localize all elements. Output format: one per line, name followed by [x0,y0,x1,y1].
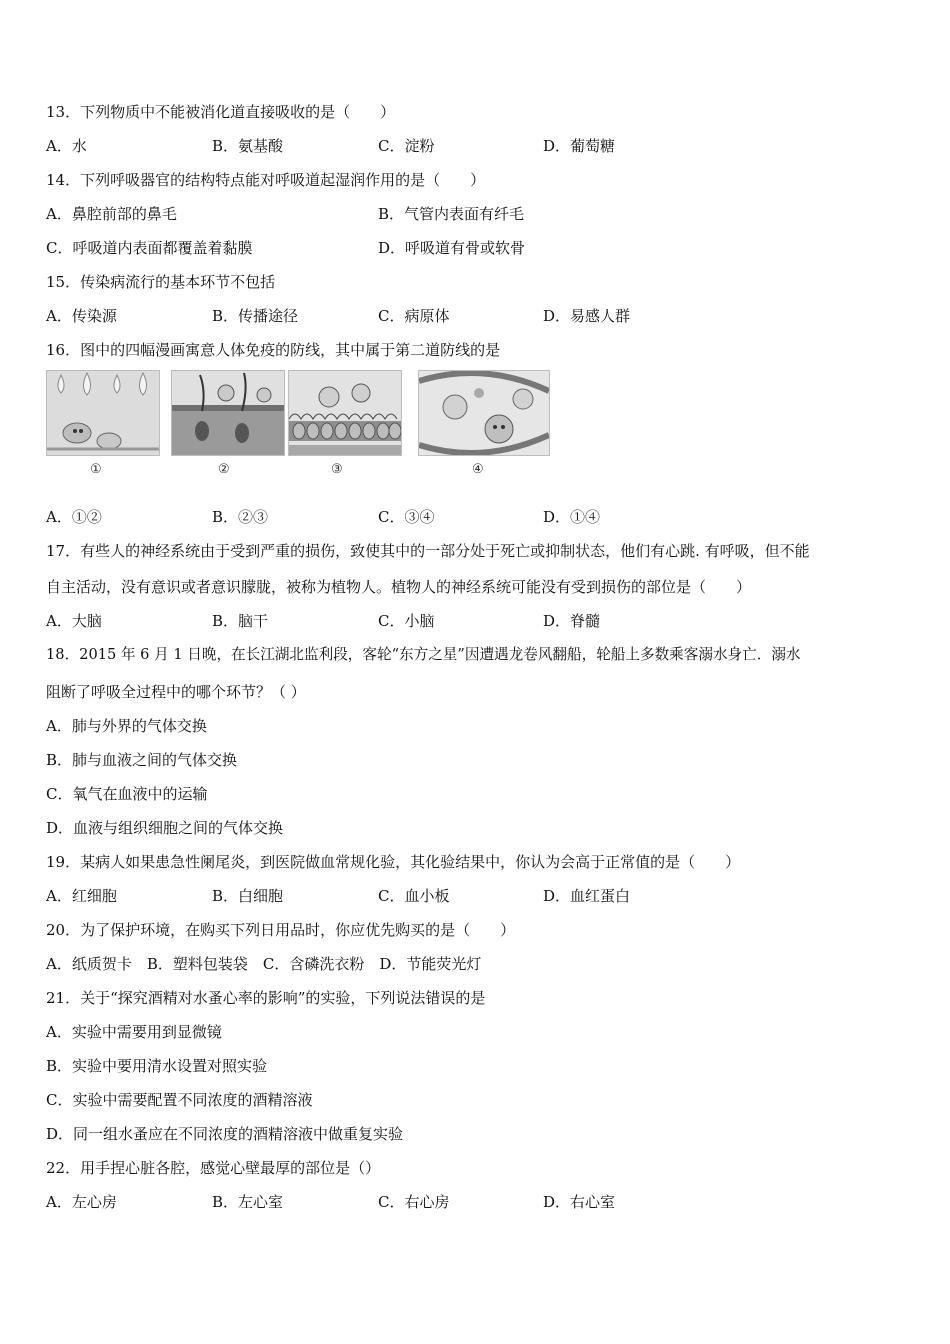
question-22-stem: 22．用手捏心脏各腔，感觉心壁最厚的部位是（） [46,1159,381,1177]
cartoon-4-image [418,370,550,456]
q22-option-c: C．右心房 [378,1193,450,1211]
q21-option-d: D．同一组水蚤应在不同浓度的酒精溶液中做重复实验 [46,1125,404,1143]
q17-option-b: B．脑干 [212,612,269,630]
q15-option-d: D．易感人群 [543,307,631,325]
q13-option-a: A．水 [46,137,87,155]
cartoon-2-label: ② [218,462,230,477]
q21-option-a: A．实验中需要用到显微镜 [46,1023,222,1041]
cartoon-3-label: ③ [331,462,343,477]
q15-option-a: A．传染源 [46,307,117,325]
q19-option-c: C．血小板 [378,887,450,905]
q13-option-c: C．淀粉 [378,137,435,155]
q14-option-a: A．鼻腔前部的鼻毛 [46,205,177,223]
q19-option-d: D．血红蛋白 [543,887,631,905]
q17-option-c: C．小脑 [378,612,435,630]
q14-option-c: C．呼吸道内表面都覆盖着黏膜 [46,239,253,257]
q22-option-b: B．左心室 [212,1193,284,1211]
question-18-stem-line-1: 18．2015 年 6 月 1 日晚，在长江湖北监利段，客轮“东方之星”因遭遇龙卷风翻船，轮船上多数乘客溺水身亡．溺水 [46,646,801,663]
question-14-stem: 14．下列呼吸器官的结构特点能对呼吸道起湿润作用的是（ ） [46,171,486,189]
q18-option-d: D．血液与组织细胞之间的气体交换 [46,819,284,837]
q16-option-b: B．②③ [212,508,269,526]
q18-option-a: A．肺与外界的气体交换 [46,717,207,735]
question-17-stem-line-1: 17．有些人的神经系统由于受到严重的损伤，致使其中的一部分处于死亡或抑制状态，他们有心跳. 有呼吸，但不能 [46,542,810,560]
question-19-stem: 19．某病人如果患急性阑尾炎，到医院做血常规化验，其化验结果中，你认为会高于正常值的是（ ） [46,853,741,871]
q22-option-a: A．左心房 [46,1193,117,1211]
q14-option-d: D．呼吸道有骨或软骨 [378,239,526,257]
q15-option-b: B．传播途径 [212,307,299,325]
question-13-stem: 13．下列物质中不能被消化道直接吸收的是（ ） [46,103,396,121]
cartoon-4-label: ④ [472,462,484,477]
q17-option-a: A．大脑 [46,612,102,630]
q21-option-c: C．实验中需要配置不同浓度的酒精溶液 [46,1091,313,1109]
q16-option-d: D．①④ [543,508,601,526]
q19-option-a: A．红细胞 [46,887,117,905]
q13-option-d: D．葡萄糖 [543,137,616,155]
question-21-stem: 21．关于“探究酒精对水蚤心率的影响”的实验，下列说法错误的是 [46,989,486,1007]
q20-options: A．纸质贺卡 B．塑料包装袋 C．含磷洗衣粉 D．节能荧光灯 [46,955,482,973]
q22-option-d: D．右心室 [543,1193,616,1211]
cartoon-1-image [46,370,160,456]
q15-option-c: C．病原体 [378,307,450,325]
cartoon-1-label: ① [90,462,102,477]
q19-option-b: B．白细胞 [212,887,284,905]
q16-option-c: C．③④ [378,508,435,526]
cartoon-3-image [288,370,402,456]
question-16-stem: 16．图中的四幅漫画寓意人体免疫的防线，其中属于第二道防线的是 [46,341,501,359]
q17-option-d: D．脊髓 [543,612,601,630]
q18-option-c: C．氧气在血液中的运输 [46,785,208,803]
cartoon-2-image [171,370,285,456]
q14-option-b: B．气管内表面有纤毛 [378,205,525,223]
q13-option-b: B．氨基酸 [212,137,284,155]
q18-option-b: B．肺与血液之间的气体交换 [46,751,238,769]
question-17-stem-line-2: 自主活动，没有意识或者意识朦胧，被称为植物人。植物人的神经系统可能没有受到损伤的部位是（ ） [46,578,752,596]
q21-option-b: B．实验中要用清水设置对照实验 [46,1057,268,1075]
q16-option-a: A．①② [46,508,102,526]
question-15-stem: 15．传染病流行的基本环节不包括 [46,273,276,291]
question-20-stem: 20．为了保护环境，在购买下列日用品时，你应优先购买的是（ ） [46,921,516,939]
question-18-stem-line-2: 阻断了呼吸全过程中的哪个环节？（ ） [46,683,306,701]
